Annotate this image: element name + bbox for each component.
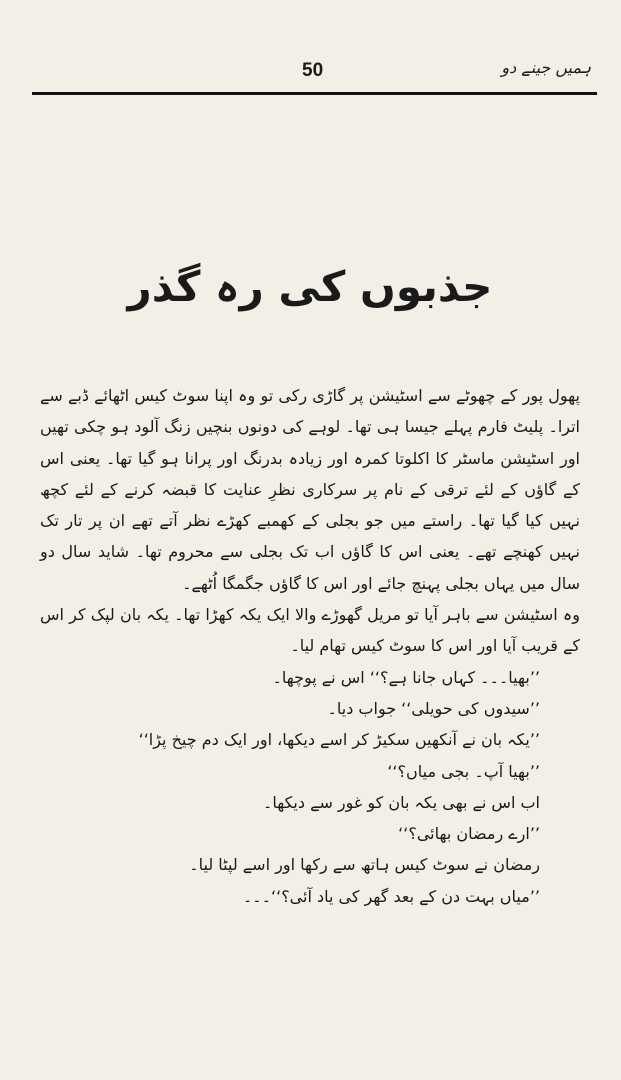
header-rule bbox=[32, 92, 597, 95]
chapter-title: جذبوں کی رہ گذر bbox=[127, 262, 493, 311]
running-title: ہمیں جینے دو bbox=[501, 58, 591, 77]
dialog-line: اب اس نے بھی یکہ بان کو غور سے دیکھا۔ bbox=[262, 792, 540, 812]
dialog-line: ’’سیدوں کی حویلی‘‘ جواب دیا۔ bbox=[327, 698, 540, 718]
paragraph-1: پھول پور کے چھوٹے سے اسٹیشن پر گاڑی رکی تو وہ اپنا سوٹ کیس اٹھائے ڈبے سے اترا۔ پلیٹ فارم پہلے جیسا ہی تھا۔ لوہے کی دونوں بنچیں زنگ آلود ہو چکی تھیں اور اسٹیشن ماسٹر کا اکلوتا کمرہ اور زیادہ بدرنگ اور پرانا ہو گیا تھا۔ یعنی اس کے گاؤں کے لئے ترقی کے نام پر سرکاری نظرِ عنایت کا قبضہ کرنے کے لئے کچھ نہیں کیا گیا تھا۔ راستے میں جو بجلی کے کھمبے کھڑے نظر آتے تھے ان پر تار تک نہیں کھنچے تھے۔ یعنی اس کا گاؤں اب تک بجلی سے محروم تھا۔ شاید سال دو سال میں یہاں بجلی پہنچ جائے اور اس کا گاؤں جگمگا اُٹھے۔ bbox=[40, 386, 580, 593]
dialog-line: ’’ارے رمضان بھائی؟‘‘ bbox=[398, 824, 540, 844]
dialog-line: رمضان نے سوٹ کیس ہاتھ سے رکھا اور اسے لپٹا لیا۔ bbox=[189, 855, 540, 875]
body-text bbox=[40, 380, 580, 912]
page-number: 50 bbox=[302, 60, 324, 81]
dialog-line: ’’میاں بہت دن کے بعد گھر کی یاد آئی؟‘‘۔۔۔ bbox=[242, 886, 540, 906]
dialog-line: ’’بھیا آپ۔ بجی میاں؟‘‘ bbox=[387, 761, 540, 781]
dialog-line: ’’یکہ بان نے آنکھیں سکیڑ کر اسے دیکھا، اور ایک دم چیخ پڑا‘‘ bbox=[138, 730, 540, 750]
dialog-line: ’’بھیا۔۔۔ کہاں جانا ہے؟‘‘ اس نے پوچھا۔ bbox=[272, 667, 540, 687]
running-header bbox=[32, 58, 597, 94]
paragraph-2: وہ اسٹیشن سے باہر آیا تو مریل گھوڑے والا ایک یکہ کھڑا تھا۔ یکہ بان لپک کر اس کے قریب آیا اور اس کا سوٹ کیس تھام لیا۔ bbox=[40, 605, 580, 656]
